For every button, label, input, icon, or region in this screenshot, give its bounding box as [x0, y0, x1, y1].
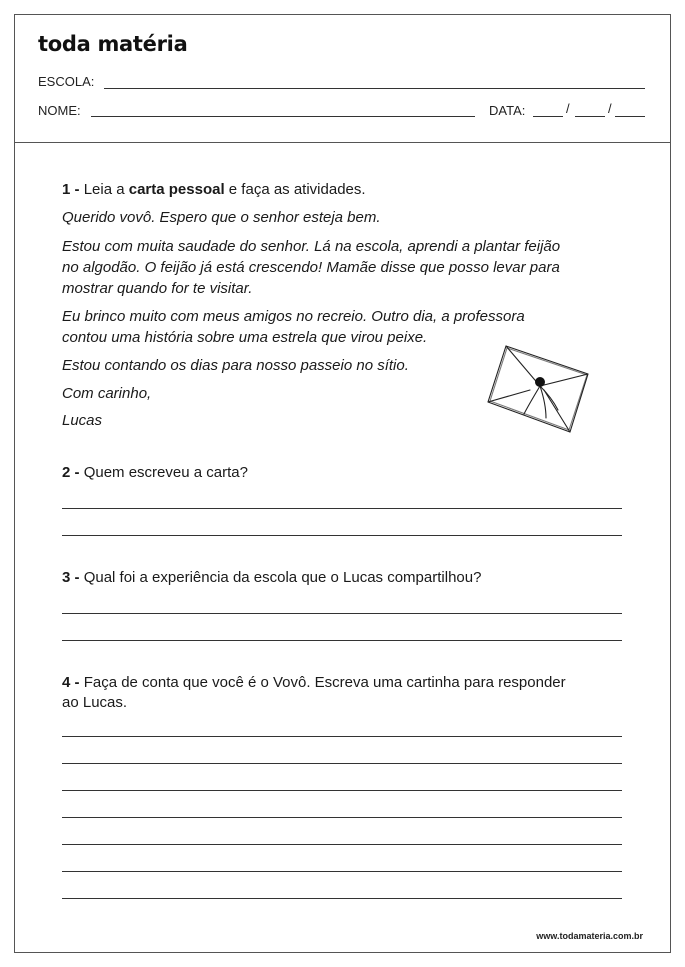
- question-2-number: 2 -: [62, 464, 80, 481]
- question-1-post: e faça as atividades.: [228, 181, 366, 198]
- worksheet-frame: [14, 14, 671, 953]
- question-1-bold: carta pessoal: [128, 181, 225, 198]
- letter-paragraph-2-line-3: mostrar quando for te visitar.: [62, 280, 253, 297]
- letter-closing: Com carinho,: [62, 385, 152, 402]
- question-4-number: 4 -: [62, 674, 80, 691]
- question-4: [62, 673, 632, 713]
- answer-line[interactable]: [62, 508, 622, 509]
- answer-line[interactable]: [62, 763, 622, 764]
- answer-line[interactable]: [62, 817, 622, 818]
- name-label: NOME:: [38, 103, 81, 118]
- date-month-field[interactable]: [575, 116, 605, 117]
- question-1-number: 1 -: [62, 181, 80, 198]
- answer-line[interactable]: [62, 640, 622, 641]
- question-2-text: Quem escreveu a carta?: [83, 464, 248, 481]
- school-field[interactable]: [104, 88, 645, 89]
- letter-paragraph-4: Estou contando os dias para nosso passeio no sítio.: [62, 357, 409, 374]
- question-4-text-line-2: ao Lucas.: [62, 694, 128, 711]
- letter-paragraph-2-line-2: no algodão. O feijão já está crescendo! Mamãe disse que posso levar para: [62, 259, 560, 276]
- brand-logo: toda matéria: [38, 32, 188, 56]
- footer-url: www.todamateria.com.br: [536, 931, 643, 941]
- school-label: ESCOLA:: [38, 74, 95, 89]
- question-3-text: Qual foi a experiência da escola que o Lucas compartilhou?: [83, 569, 482, 586]
- date-slash-2: /: [608, 101, 612, 116]
- date-year-field[interactable]: [615, 116, 645, 117]
- date-label: DATA:: [489, 103, 526, 118]
- letter-paragraph-2-line-1: Estou com muita saudade do senhor. Lá na escola, aprendi a plantar feijão: [62, 238, 561, 255]
- answer-line[interactable]: [62, 790, 622, 791]
- question-1: [62, 180, 366, 200]
- date-slash-1: /: [566, 101, 570, 116]
- letter-paragraph-3-line-1: Eu brinco muito com meus amigos no recreio. Outro dia, a professora: [62, 308, 525, 325]
- answer-line[interactable]: [62, 871, 622, 872]
- letter-paragraph-3-line-2: contou uma história sobre uma estrela que virou peixe.: [62, 329, 428, 346]
- answer-line[interactable]: [62, 535, 622, 536]
- question-3: [62, 568, 481, 588]
- letter-signature: Lucas: [62, 412, 103, 429]
- question-2: [62, 463, 248, 483]
- answer-line[interactable]: [62, 613, 622, 614]
- question-1-pre: Leia a: [83, 181, 125, 198]
- answer-line[interactable]: [62, 844, 622, 845]
- question-4-text: Faça de conta que você é o Vovô. Escreva uma cartinha para responder: [83, 674, 566, 691]
- question-3-number: 3 -: [62, 569, 80, 586]
- date-day-field[interactable]: [533, 116, 563, 117]
- letter-greeting: Querido vovô. Espero que o senhor esteja bem.: [62, 209, 381, 226]
- answer-line[interactable]: [62, 898, 622, 899]
- answer-line[interactable]: [62, 736, 622, 737]
- envelope-icon: [484, 342, 594, 434]
- header-divider: [14, 142, 671, 143]
- name-field[interactable]: [91, 116, 475, 117]
